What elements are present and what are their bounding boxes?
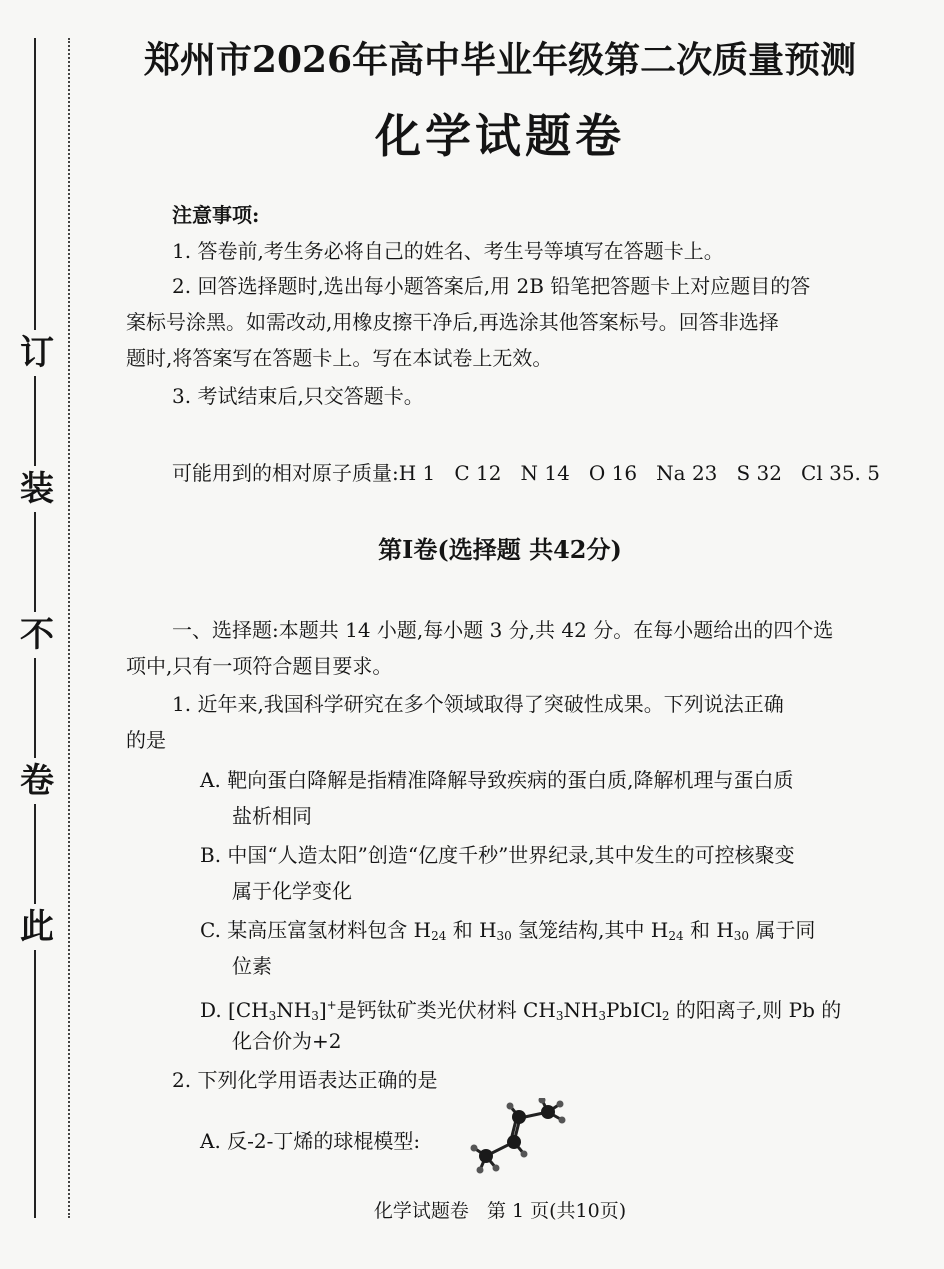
q1-option-d-line-2: 化合价为+2 bbox=[232, 1029, 342, 1053]
binding-char-juan: 卷 bbox=[20, 758, 52, 804]
notes-item-2-line-2: 案标号涂黑。如需改动,用橡皮擦干净后,再选涂其他答案标号。回答非选择 bbox=[126, 310, 779, 334]
section-title: 第Ⅰ卷(选择题 共42分) bbox=[378, 535, 622, 564]
notes-item-2-line-1: 2. 回答选择题时,选出每小题答案后,用 2B 铅笔把答题卡上对应题目的答 bbox=[172, 274, 811, 298]
binding-char-zhuang: 装 bbox=[20, 466, 52, 512]
section-intro-line-1: 一、选择题:本题共 14 小题,每小题 3 分,共 42 分。在每小题给出的四个选 bbox=[172, 618, 834, 642]
q1-option-b-line-2: 属于化学变化 bbox=[232, 879, 352, 903]
notes-item-1: 1. 答卷前,考生务必将自己的姓名、考生号等填写在答题卡上。 bbox=[172, 239, 724, 263]
binding-char-ci: 此 bbox=[20, 904, 52, 950]
q1-option-a-line-2: 盐析相同 bbox=[232, 804, 312, 828]
exam-subject-title: 化学试题卷 bbox=[375, 109, 625, 163]
binding-line-dotted bbox=[68, 38, 70, 1218]
q1-option-c-line-1: C. 某高压富氢材料包含 $H_{24}$ 和 $H_{30}$ 氢笼结构,其中 $H_{24}$ 和 $H_{30}$ 属于同 bbox=[200, 918, 816, 943]
q1-stem-line-2: 的是 bbox=[126, 728, 166, 752]
atomic-masses: 可能用到的相对原子质量:H 1 C 12 N 14 O 16 Na 23 S 32 Cl 35. 5 bbox=[172, 461, 880, 485]
q1-option-a-line-1: A. 靶向蛋白降解是指精准降解导致疾病的蛋白质,降解机理与蛋白质 bbox=[200, 768, 794, 792]
notes-heading: 注意事项: bbox=[172, 203, 260, 227]
q1-option-b-line-1: B. 中国“人造太阳”创造“亿度千秒”世界纪录,其中发生的可控核聚变 bbox=[200, 843, 795, 867]
notes-item-3: 3. 考试结束后,只交答题卡。 bbox=[172, 384, 424, 408]
exam-title: 郑州市2026年高中毕业年级第二次质量预测 bbox=[143, 39, 857, 81]
notes-item-2-line-3: 题时,将答案写在答题卡上。写在本试卷上无效。 bbox=[126, 346, 553, 370]
q1-option-d-line-1: D. $[CH_3NH_3]^+$是钙钛矿类光伏材料 $CH_3NH_3PbICl_2$ 的阳离子,则 Pb 的 bbox=[200, 998, 842, 1023]
q2-option-a-label: A. 反-2-丁烯的球棍模型: bbox=[200, 1129, 421, 1153]
binding-char-bu: 不 bbox=[20, 612, 52, 658]
page-footer: 化学试题卷 第 1 页(共10页) bbox=[373, 1200, 627, 1222]
section-intro-line-2: 项中,只有一项符合题目要求。 bbox=[126, 654, 393, 678]
q1-option-c-line-2: 位素 bbox=[232, 954, 272, 978]
q2-stem: 2. 下列化学用语表达正确的是 bbox=[172, 1068, 438, 1092]
binding-char-ding: 订 bbox=[20, 330, 52, 376]
q1-stem-line-1: 1. 近年来,我国科学研究在多个领域取得了突破性成果。下列说法正确 bbox=[172, 692, 784, 716]
ball-and-stick-molecule bbox=[468, 1098, 568, 1178]
